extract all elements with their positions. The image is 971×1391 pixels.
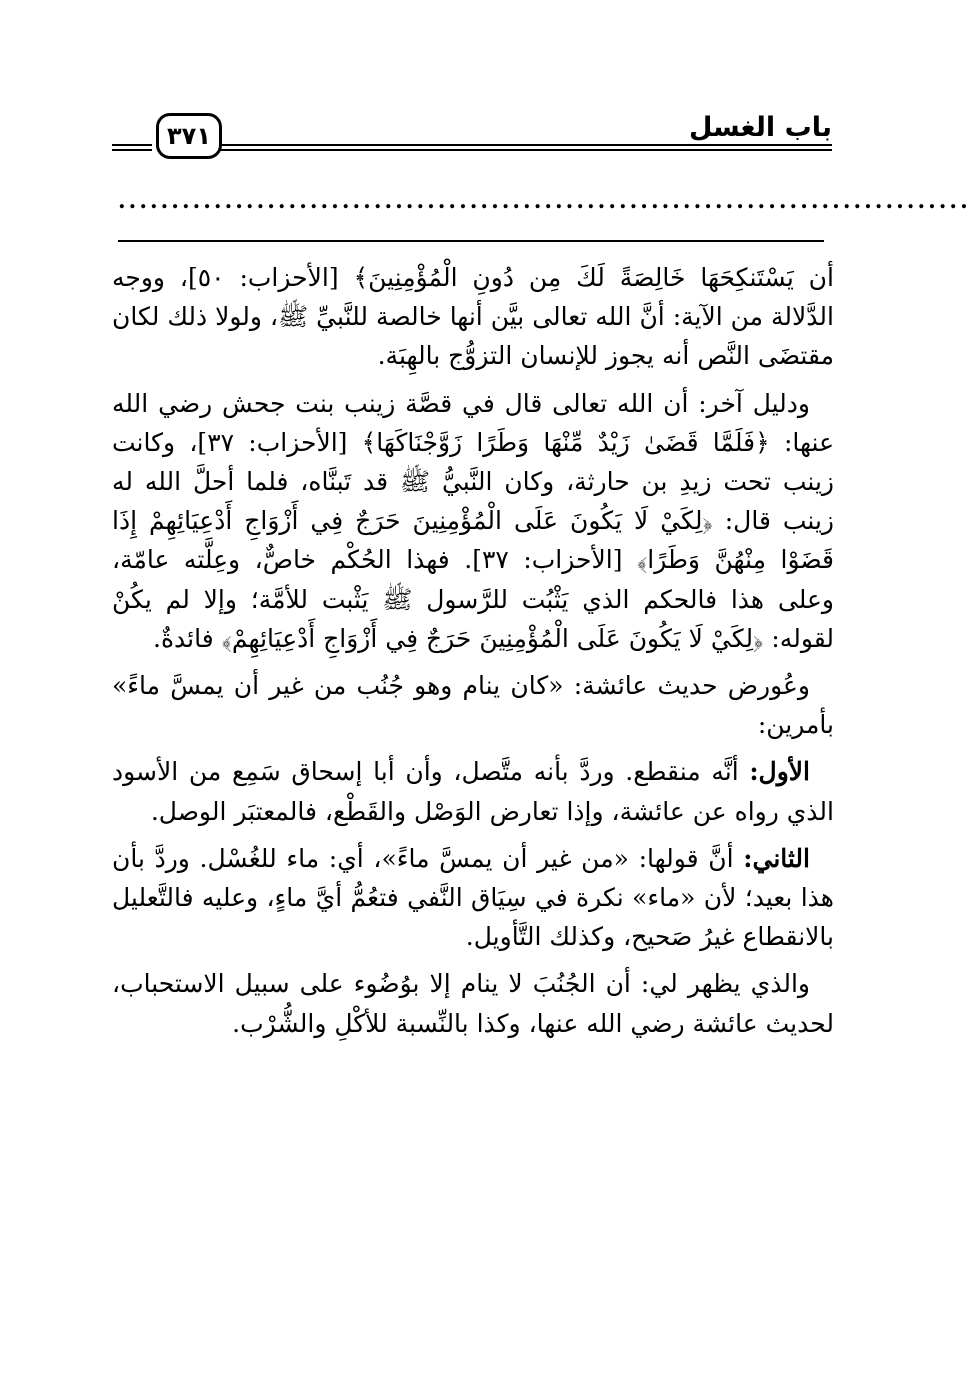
- paragraph-3: [112, 666, 834, 744]
- content-top-rule: [118, 240, 824, 242]
- paragraph-4: [112, 752, 834, 830]
- paragraph-1: [112, 258, 834, 376]
- paragraph-lead: الثاني:: [743, 843, 810, 873]
- paragraph-6: [112, 964, 834, 1042]
- paragraph-text: أن يَسْتَنكِحَهَا خَالِصَةً لَكَ مِن دُونِ الْمُؤْمِنِينَ﴾ [الأحزاب: ٥٠]، ووجه الدَّلالة من الآية: أنَّ الله تعالى بيَّن أنها خالصة للنَّبيِّ ﷺ، ولولا ذلك لكان مقتضَى النَّص أنه يجوز للإنسان التزوُّج بالهِبَة.: [112, 263, 834, 371]
- paragraph-text: والذي يظهر لي: أن الجُنُبَ لا ينام إلا بوُضُوء على سبيل الاستحباب، لحديث عائشة رضي الله عنها، وكذا بالنِّسبة للأكْلِ والشُّرْب.: [112, 969, 834, 1038]
- paragraph-text: أنَّ قولها: «من غير أن يمسَّ ماءً»، أي: ماء للغُسْل. وردَّ بأن هذا بعيد؛ لأن «ماء» نكرة في سِيَاق النَّفي فتعُمُّ أيَّ ماءٍ، وعليه فالتَّعليل بالانقطاع غيرُ صَحيح، وكذلك التَّأويل.: [112, 843, 834, 952]
- page-number: ٣٧١: [156, 113, 222, 159]
- paragraph-lead: الأول:: [749, 757, 810, 787]
- dotted-separator: ................................................................................: [118, 188, 971, 214]
- page-header: [112, 108, 832, 164]
- paragraph-2: [112, 384, 834, 658]
- paragraph-text: وعُورض حديث عائشة: «كان ينام وهو جُنُب من غير أن يمسَّ ماءً» بأمرين:: [112, 671, 834, 740]
- header-rule-left: [112, 144, 152, 151]
- paragraph-text: ودليل آخر: أن الله تعالى قال في قصَّة زينب بنت جحش رضي الله عنها: ﴿فَلَمَّا قَضَىٰ زَيْدٌ مِّنْهَا وَطَرًا زَوَّجْنَاكَهَا﴾ [الأحزاب: ٣٧]، وكانت زينب تحت زيدِ بن حارثة، وكان النَّبيُّ ﷺ قد تَبنَّاه، فلما أحلَّ الله له زينب قال: ﴿لِكَيْ لَا يَكُونَ عَلَى الْمُؤْمِنِينَ حَرَجٌ فِي أَزْوَاجِ أَدْعِيَائِهِمْ إِذَا قَضَوْا مِنْهُنَّ وَطَرًا﴾ [الأحزاب: ٣٧]. فهذا الحُكْم خاصٌّ، وعِلَّته عامّة، وعلى هذا فالحكم الذي يَثْبُت للرَّسول ﷺ يَثْبت للأمَّة؛ وإلا لم يكُنْ لقوله: ﴿لِكَيْ لَا يَكُونَ عَلَى الْمُؤْمِنِينَ حَرَجٌ فِي أَزْوَاجِ أَدْعِيَائِهِمْ﴾ فائدةٌ.: [112, 388, 835, 653]
- paragraph-text: أنَّه منقطع. وردَّ بأنه متَّصل، وأن أبا إسحاق سَمِع من الأسود الذي رواه عن عائشة، وإذا تعارض الوَصْل والقَطْع، فالمعتبَر الوصل.: [112, 757, 834, 826]
- chapter-title: باب الغسل: [688, 112, 832, 143]
- header-rule-right: [220, 144, 832, 151]
- page-body: [112, 258, 834, 1051]
- paragraph-5: [112, 839, 834, 957]
